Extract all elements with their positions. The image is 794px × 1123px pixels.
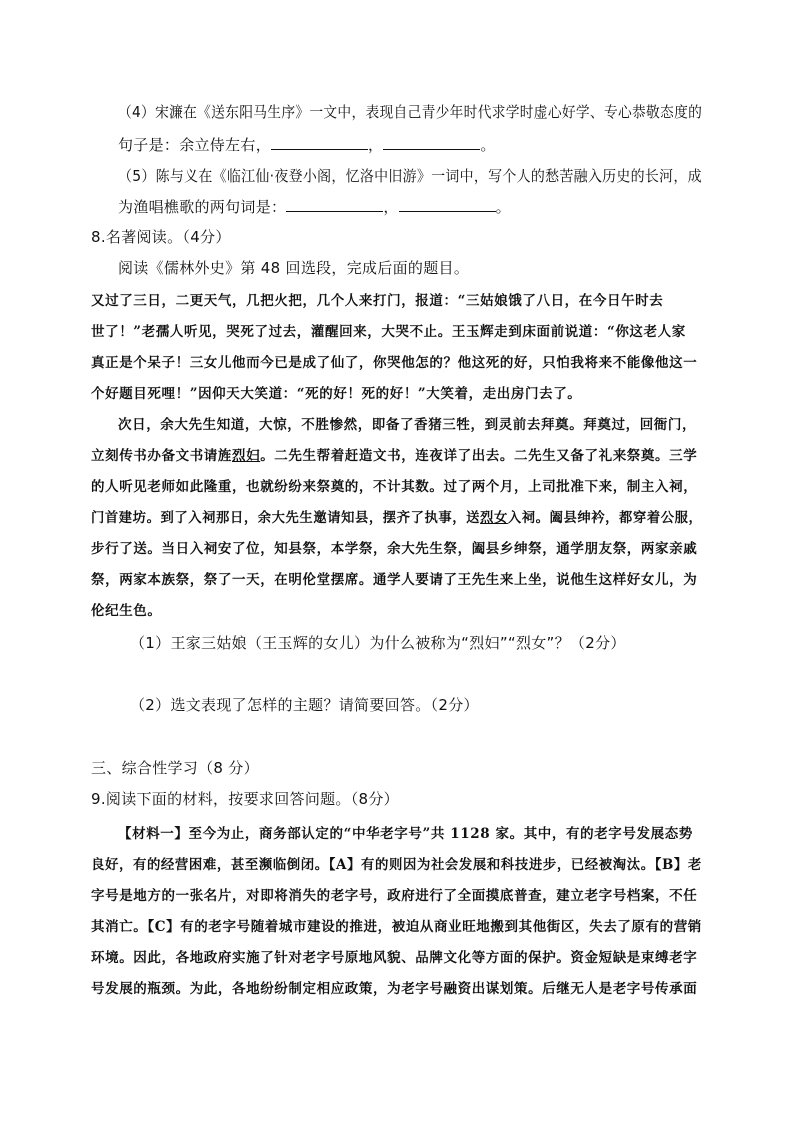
comma: ， bbox=[368, 136, 384, 154]
q7-item4-line2 bbox=[118, 134, 496, 155]
section3-heading: 三、综合性学习（8 分） bbox=[91, 759, 259, 777]
passage-line: 伦纪生色。 bbox=[91, 603, 162, 619]
q9-heading: 9.阅读下面的材料，按要求回答问题。（8分） bbox=[91, 790, 399, 808]
material-line: 【材料一】至今为止，商务部认定的“中华老字号”共 1128 家。其中，有的老字号发展态势 bbox=[118, 826, 693, 842]
period: 。 bbox=[480, 136, 496, 154]
passage-line: 世了！”老孺人听见，哭死了过去，灌醒回来，大哭不止。王玉辉走到床面前说道：“你这老人家 bbox=[91, 324, 686, 340]
passage-text: 入祠。阖县绅衿，都穿着公服， bbox=[507, 510, 703, 526]
comma: ， bbox=[383, 198, 399, 216]
answer-blank[interactable] bbox=[383, 137, 480, 150]
material-line: 字号是地方的一张名片，对即将消失的老字号，政府进行了全面摸底普查，建立老字号档案，不任 bbox=[91, 888, 698, 904]
q7-item5-line2 bbox=[118, 196, 511, 217]
passage-text: 。二先生帮着赶造文书，连夜详了出去。二先生又备了礼来祭奠。三学 bbox=[260, 448, 698, 464]
passage-text: 门首建坊。到了入祠那日，余大先生邀请知县，摆齐了执事，送 bbox=[91, 510, 481, 526]
answer-blank[interactable] bbox=[399, 199, 496, 212]
passage-line: 真正是个呆子！三女儿他而今已是成了仙了，你哭他怎的？他这死的好，只怕我将来不能像他这一 bbox=[91, 355, 698, 371]
answer-blank[interactable] bbox=[286, 199, 383, 212]
passage-text: 立刻传书办备文书请旌 bbox=[91, 448, 232, 464]
q7-item4-prefix: 句子是：余立侍左右， bbox=[118, 136, 272, 154]
q7-item4-line1: （4）宋濂在《送东阳马生序》一文中，表现自己青少年时代求学时虚心好学、专心恭敬态度的 bbox=[118, 103, 703, 121]
passage-line: 祭，两家本族祭，祭了一天，在明伦堂摆席。通学人要请了王先生来上坐，说他生这样好女儿，为 bbox=[91, 572, 698, 588]
passage-line: 的人听见老师如此隆重，也就纷纷来祭奠的，不计其数。过了两个月，上司批准下来，制主入祠， bbox=[91, 479, 698, 495]
underlined-term-lie-fu: 烈妇 bbox=[232, 448, 261, 464]
passage-line: 又过了三日，二更天气，几把火把，几个人来打门，报道：“三姑娘饿了八日，在今日午时去 bbox=[91, 293, 664, 309]
passage-line: 个好题目死哩！”因仰天大笑道：“死的好！死的好！”大笑着，走出房门去了。 bbox=[91, 386, 582, 402]
material-line: 环境。因此，各地政府实施了针对老字号原地风貌、品牌文化等方面的保护。资金短缺是束缚老字 bbox=[91, 950, 698, 966]
material-line: 良好，有的经营困难，甚至濒临倒闭。【A】有的则因为社会发展和科技进步，已经被淘汰。【B】老 bbox=[91, 857, 702, 873]
q8-heading: 8.名著阅读。（4分） bbox=[91, 228, 231, 246]
q7-item5-prefix: 为渔唱樵歌的两句词是： bbox=[118, 198, 287, 216]
passage-line: 次日，余大先生知道，大惊，不胜惨然，即备了香猪三牲，到灵前去拜奠。拜奠过，回衙门， bbox=[118, 417, 697, 433]
q8-intro: 阅读《儒林外史》第 48 回选段，完成后面的题目。 bbox=[118, 259, 470, 277]
underlined-term-lie-nv: 烈女 bbox=[480, 510, 508, 526]
q8-sub2: （2）选文表现了怎样的主题？请简要回答。（2分） bbox=[130, 696, 479, 714]
material-line: 其消亡。【C】有的老字号随着城市建设的推进，被迫从商业旺地搬到其他街区，失去了原有的营销 bbox=[91, 919, 702, 935]
answer-blank[interactable] bbox=[271, 137, 368, 150]
passage-line: 步行了送。当日入祠安了位，知县祭，本学祭，余大先生祭，阖县乡绅祭，通学朋友祭，两家亲戚 bbox=[91, 541, 698, 557]
passage-line bbox=[91, 444, 697, 464]
passage-line bbox=[91, 506, 702, 526]
material-line: 号发展的瓶颈。为此，各地纷纷制定相应政策，为老字号融资出谋划策。后继无人是老字号传承面 bbox=[91, 981, 698, 997]
period: 。 bbox=[495, 198, 511, 216]
q7-item5-line1: （5）陈与义在《临江仙·夜登小阁，忆洛中旧游》一词中，写个人的愁苦融入历史的长河，成 bbox=[118, 167, 702, 185]
q8-sub1: （1）王家三姑娘（王玉辉的女儿）为什么被称为“烈妇”“烈女”？（2分） bbox=[130, 634, 626, 652]
